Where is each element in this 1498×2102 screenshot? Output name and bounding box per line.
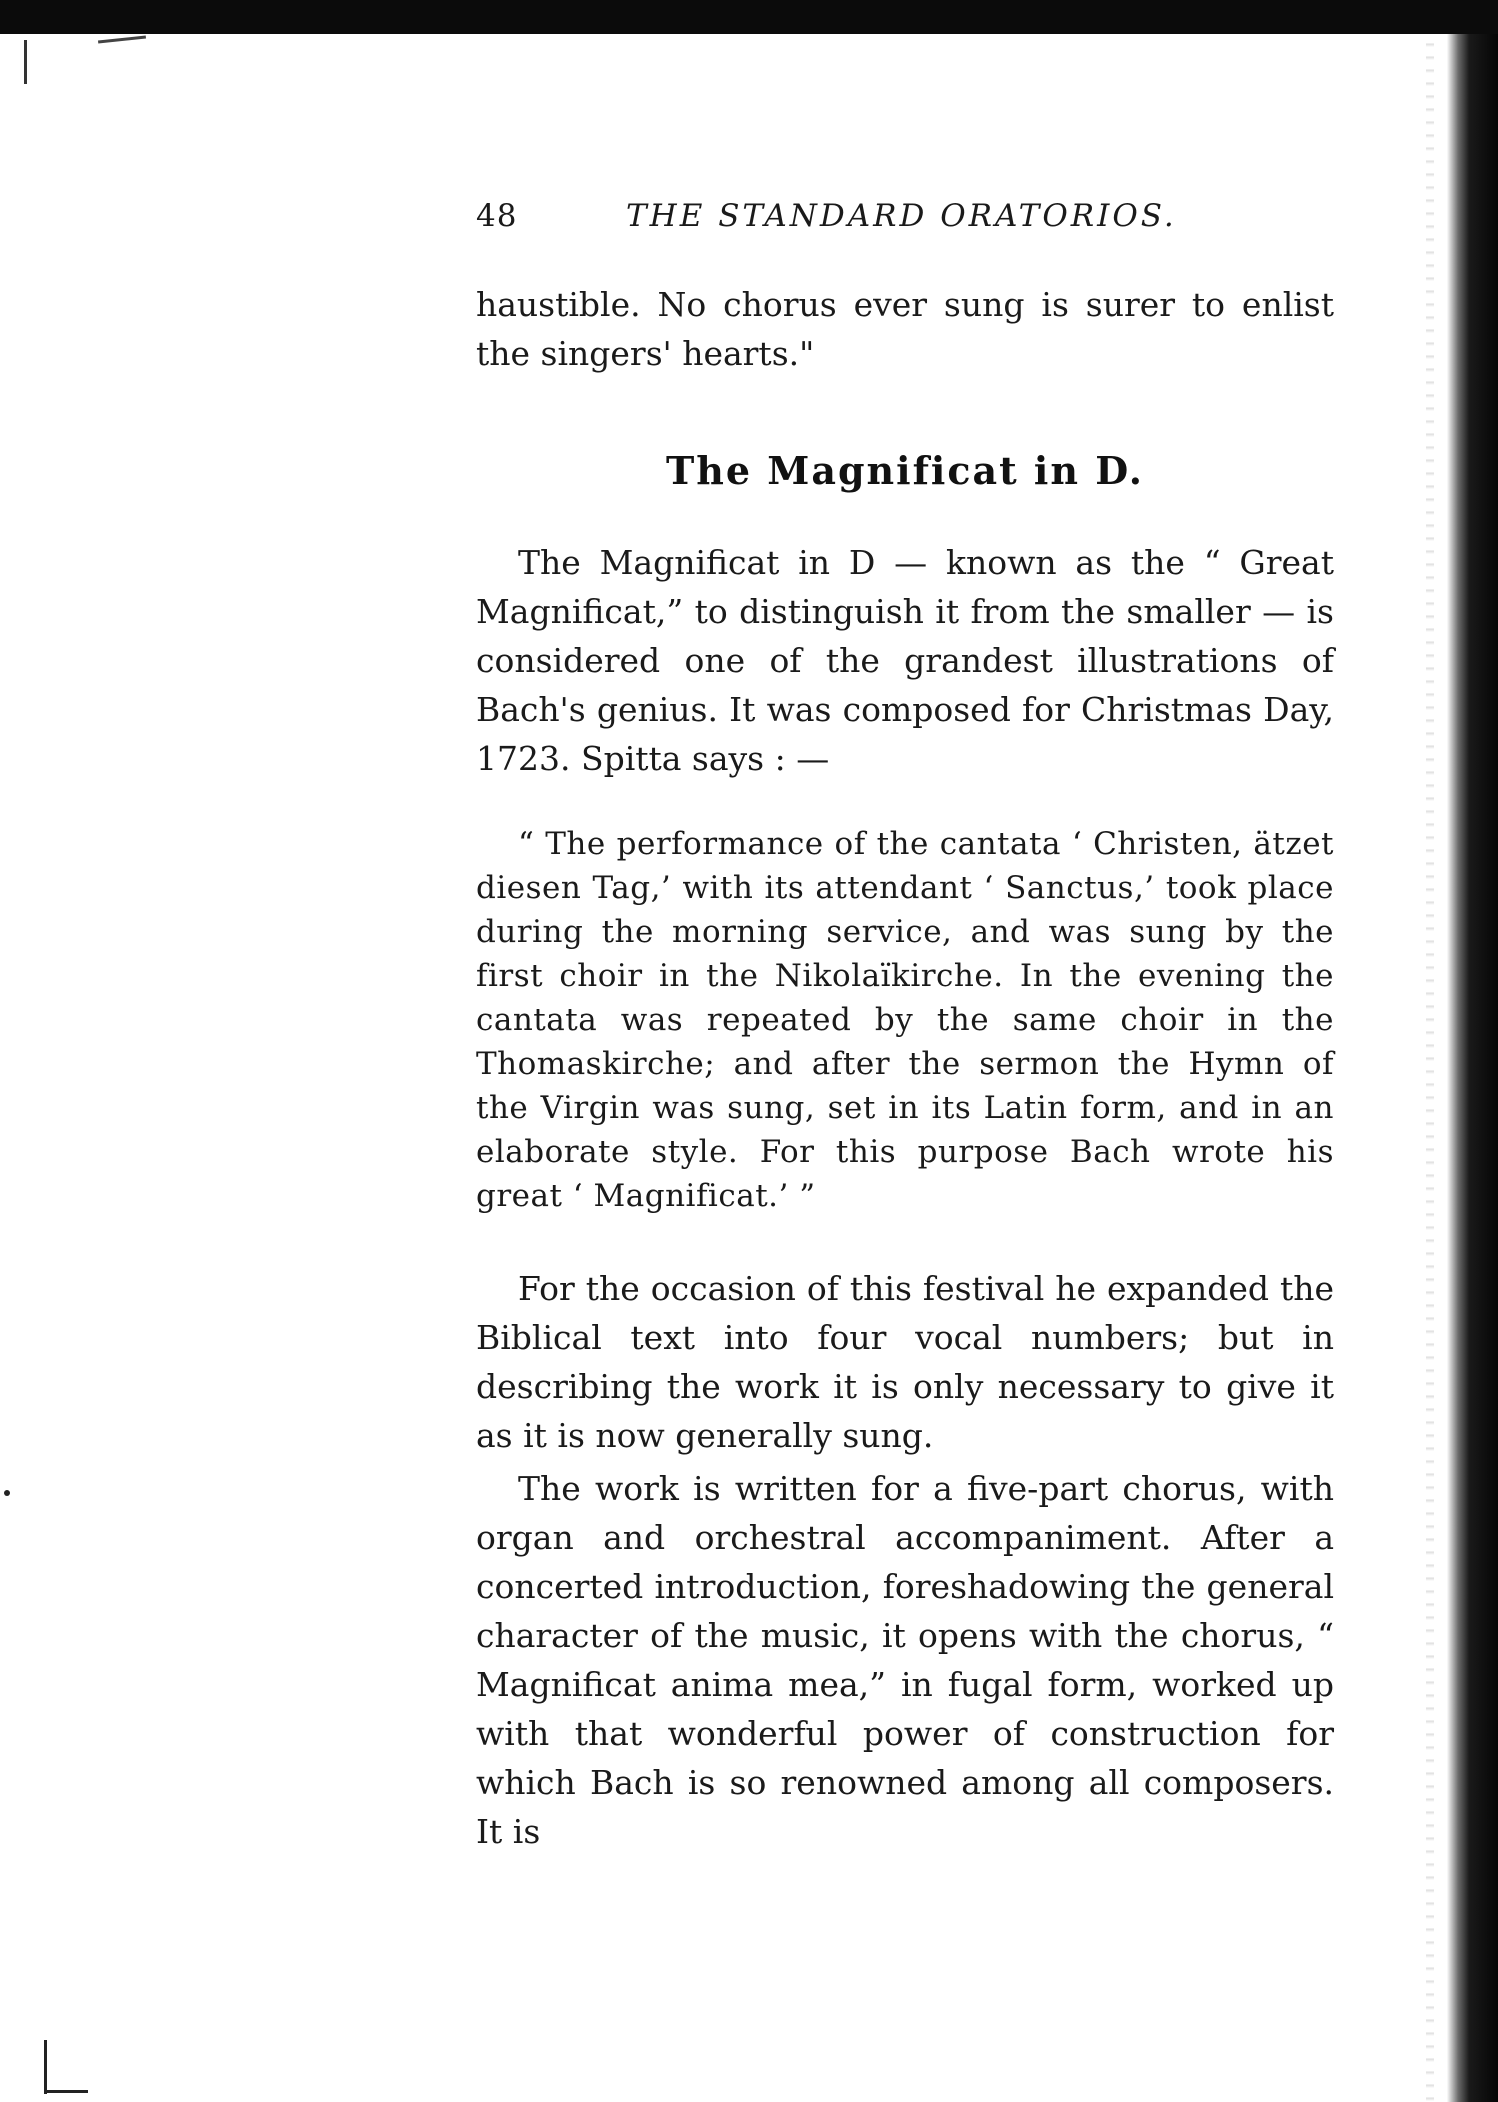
- scan-mark: [44, 2040, 47, 2094]
- scan-mark: [4, 1490, 10, 1496]
- scan-right-edge: [1434, 34, 1498, 2102]
- scan-mark: [24, 40, 27, 84]
- body-paragraph-2: For the occasion of this festival he expanded the Biblical text into four vocal numbers; but in describing the work it is only necessary to give it as it is now generally sung.: [476, 1269, 1334, 1455]
- body-paragraph-3: The work is written for a five-part chorus, with organ and orchestral accompaniment. After a concerted introduction, foreshadowing the general character of the music, it opens with the chorus, “ Magnificat anima mea,” in fugal form, worked up with that wonderful power of construction for which Bach is so renowned among all composers. It is: [476, 1469, 1334, 1851]
- running-header: [476, 198, 1196, 244]
- scan-edge-speckle: [1426, 34, 1434, 2102]
- scan-mark: [44, 2090, 88, 2093]
- scan-top-border: [0, 0, 1498, 34]
- block-quote: “ The performance of the cantata ‘ Christen, ätzet diesen Tag,’ with its attendant ‘ Sanctus,’ took place during the morning service, and was sung by the first choir in the Nikolaïkirche. In the evening the cantata was repeated by the same choir in the Thomaskirche; and after the sermon the Hymn of the Virgin was sung, set in its Latin form, and in an elaborate style. For this purpose Bach wrote his great ‘ Magnificat.’ ”: [476, 826, 1334, 1214]
- page-number: 48: [476, 198, 518, 234]
- section-heading: The Magnificat in D.: [665, 448, 1145, 493]
- body-paragraph-1: The Magnificat in D — known as the “ Great Magnificat,” to distinguish it from the smaller — is considered one of the grandest illustrations of Bach's genius. It was composed for Christmas Day, 1723. Spitta says : —: [476, 543, 1334, 778]
- continuation-paragraph: haustible. No chorus ever sung is surer to enlist the singers' hearts.": [476, 285, 1334, 373]
- running-title: THE STANDARD ORATORIOS.: [626, 198, 1177, 234]
- scan-mark: [98, 35, 146, 43]
